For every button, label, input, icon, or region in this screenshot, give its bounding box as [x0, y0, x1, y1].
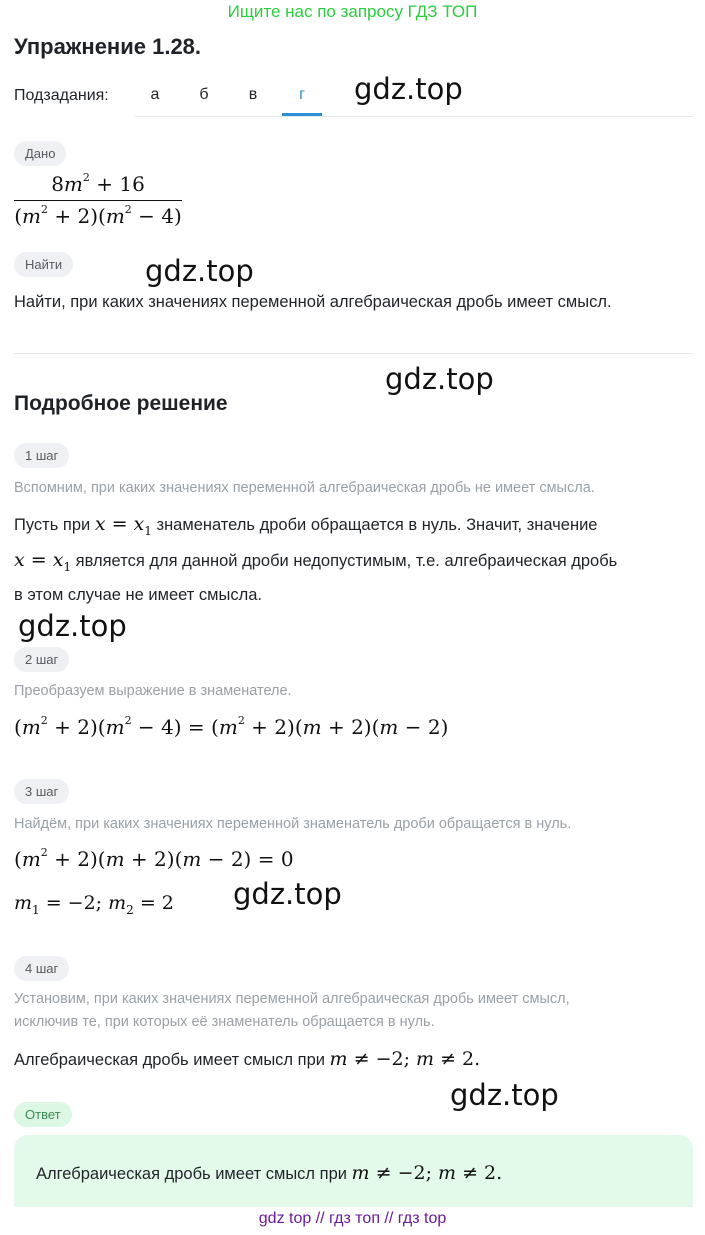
- step-4-hint-2: исключив те, при которых её знаменатель обращается в нуль.: [14, 1014, 435, 1030]
- answer-box: [14, 1135, 693, 1207]
- given-fraction: [14, 172, 182, 228]
- watermark: gdz.top: [385, 362, 494, 396]
- step-2-hint: Преобразуем выражение в знаменателе.: [14, 683, 292, 699]
- footer-links[interactable]: gdz top // гдз топ // гдз top: [258, 1210, 447, 1227]
- watermark: gdz.top: [18, 609, 127, 643]
- step-3-label: 3 шаг: [14, 779, 69, 804]
- active-tab-indicator: [282, 113, 322, 116]
- step-1-hint: Вспомним, при каких значениях переменной алгебраическая дробь не имеет смысла.: [14, 480, 595, 496]
- step-3-roots: $m_1 = -2$; $m_2 = 2$: [14, 892, 174, 917]
- watermark: gdz.top: [450, 1078, 559, 1112]
- step-4-label: 4 шаг: [14, 956, 69, 981]
- step-4-conclusion: Алгебраическая дробь имеет смысл при m ≠ −2; m ≠ 2.: [14, 1048, 481, 1070]
- step-3-equation: $(m^2 + 2)(m + 2)(m - 2) = 0$: [14, 846, 294, 871]
- answer-text: Алгебраическая дробь имеет смысл при m ≠ −2; m ≠ 2.: [36, 1162, 503, 1184]
- section-divider: [14, 353, 694, 354]
- tab-b[interactable]: б: [199, 86, 209, 103]
- answer-label: Ответ: [14, 1102, 72, 1127]
- fraction-numerator: $8m^2 + 16$: [51, 171, 145, 196]
- page-title: Упражнение 1.28.: [14, 34, 202, 59]
- step-2-label: 2 шаг: [14, 647, 69, 672]
- step-3-hint: Найдём, при каких значениях переменной знаменатель дроби обращается в нуль.: [14, 816, 572, 832]
- solution-title: Подробное решение: [14, 392, 228, 415]
- step-1-line-2: $x = x_1$ является для данной дроби недопустимым, т.е. алгебраическая дробь: [14, 549, 618, 574]
- subtasks-label: Подзадания:: [14, 87, 109, 104]
- find-label: Найти: [14, 252, 73, 277]
- watermark: gdz.top: [145, 254, 254, 288]
- step-1-label: 1 шаг: [14, 443, 69, 468]
- step-4-hint-1: Установим, при каких значениях переменной алгебраическая дробь имеет смысл,: [14, 991, 570, 1007]
- tab-a[interactable]: а: [150, 86, 160, 103]
- given-label: Дано: [14, 141, 66, 166]
- step-1-line-3: в этом случае не имеет смысла.: [14, 586, 263, 604]
- tab-g[interactable]: г: [299, 86, 305, 103]
- step-1-line-1: Пусть при $x = x_1$ знаменатель дроби обращается в нуль. Значит, значение: [14, 513, 598, 538]
- watermark: gdz.top: [354, 72, 463, 106]
- answer-math: m ≠ −2; m ≠ 2.: [351, 1162, 503, 1184]
- watermark: gdz.top: [233, 877, 342, 911]
- tab-v[interactable]: в: [248, 86, 258, 103]
- step-2-equation: $(m^2 + 2)(m^2 - 4) = (m^2 + 2)(m + 2)(m - 2)$: [14, 714, 449, 739]
- promo-banner[interactable]: Ищите нас по запросу ГДЗ ТОП: [227, 2, 478, 21]
- find-text: Найти, при каких значениях переменной алгебраическая дробь имеет смысл.: [14, 293, 612, 311]
- step-4-math: m ≠ −2; m ≠ 2.: [329, 1048, 481, 1070]
- fraction-denominator: $(m^2 + 2)(m^2 - 4)$: [14, 203, 182, 228]
